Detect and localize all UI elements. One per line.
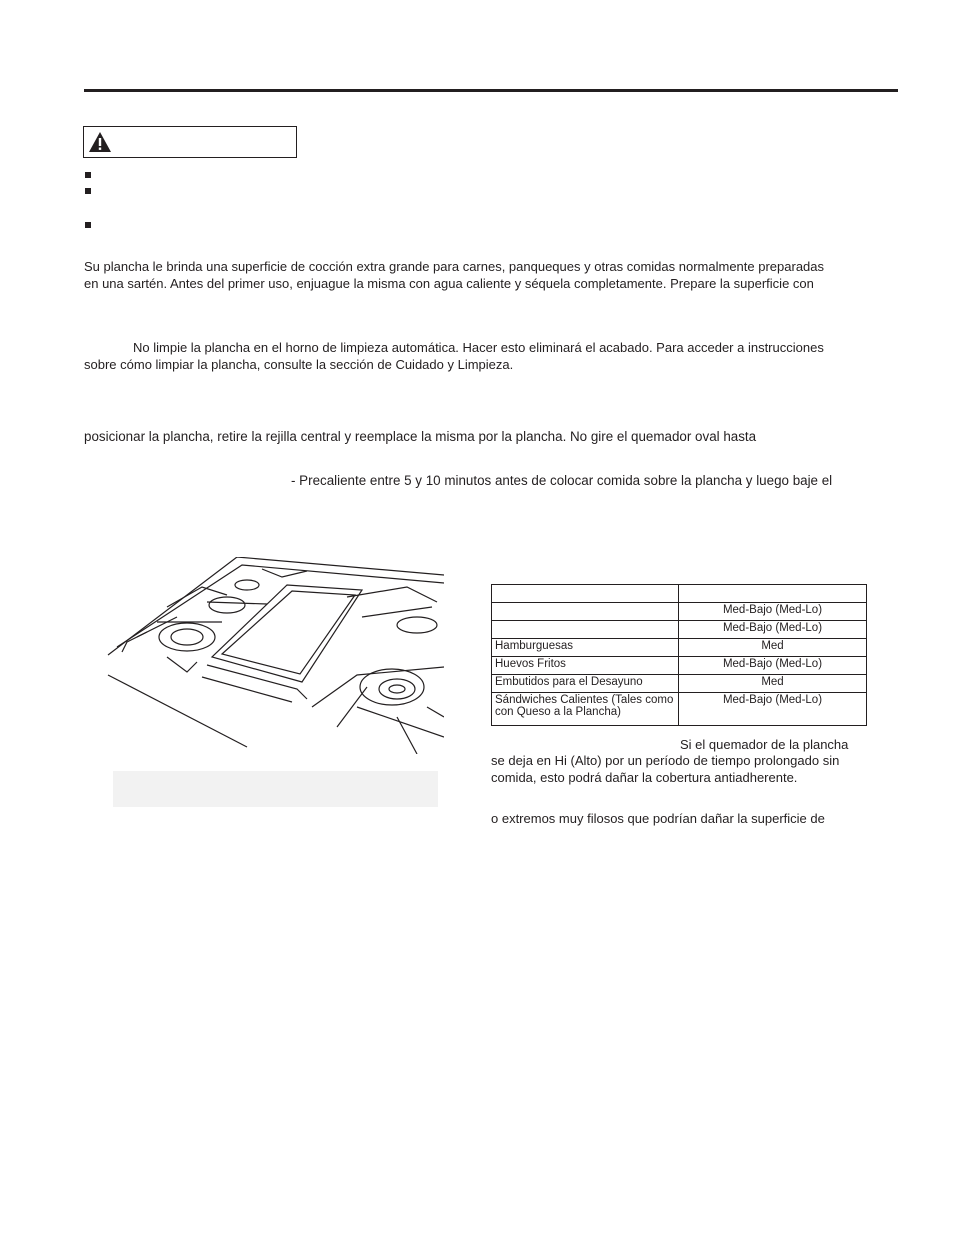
table-header-setting [679,585,867,603]
warning-bullet [85,172,91,178]
note-line-2: se deja en Hi (Alto) por un período de tiempo prolongado sin [491,753,840,768]
table-cell-setting: Med [679,675,867,693]
warning-triangle-icon [88,131,112,153]
table-cell-setting: Med-Bajo (Med-Lo) [679,693,867,726]
intro-line-2: en una sartén. Antes del primer uso, enjuague la misma con agua caliente y séquela completamente. Prepare la superficie con [84,276,814,291]
position-text: posicionar la plancha, retire la rejilla central y reemplace la misma por la plancha. No gire el quemador oval hasta [84,429,757,444]
table-row [492,675,867,693]
header-rule [84,89,898,92]
table-cell-food [492,603,679,621]
griddle-settings-table [491,584,867,726]
caution-line-2: sobre cómo limpiar la plancha, consulte la sección de Cuidado y Limpieza. [84,357,514,372]
table-row [492,639,867,657]
note-line-3: comida, esto podrá dañar la cobertura antiadherente. [491,770,798,785]
table-cell-food: Embutidos para el Desayuno [492,675,679,693]
warning-box [83,126,297,158]
table-cell-setting: Med-Bajo (Med-Lo) [679,657,867,675]
table-cell-food: Sándwiches Calientes (Tales como con Queso a la Plancha) [492,693,679,726]
table-row [492,621,867,639]
table-row [492,657,867,675]
table-header-food [492,585,679,603]
table-cell-setting: Med [679,639,867,657]
intro-line-1: Su plancha le brinda una superficie de cocción extra grande para carnes, panqueques y otras comidas normalmente preparadas [84,259,825,274]
utensil-text: o extremos muy filosos que podrían dañar la superficie de [491,811,825,826]
note-line-1: Si el quemador de la plancha [680,737,849,752]
table-row [492,603,867,621]
table-cell-food: Huevos Fritos [492,657,679,675]
preheat-text: - Precaliente entre 5 y 10 minutos antes de colocar comida sobre la plancha y luego baje el [291,473,833,488]
table-cell-food: Hamburguesas [492,639,679,657]
table-cell-setting: Med-Bajo (Med-Lo) [679,621,867,639]
caution-line-1: No limpie la plancha en el horno de limpieza automática. Hacer esto eliminará el acabado. Para acceder a instrucciones [133,340,824,355]
warning-bullet [85,222,91,228]
table-header-row [492,585,867,603]
warning-bullet [85,188,91,194]
table-cell-setting: Med-Bajo (Med-Lo) [679,603,867,621]
table-row [492,693,867,726]
table-cell-food [492,621,679,639]
figure-caption [113,771,438,807]
griddle-on-cooktop-illustration [107,557,444,754]
